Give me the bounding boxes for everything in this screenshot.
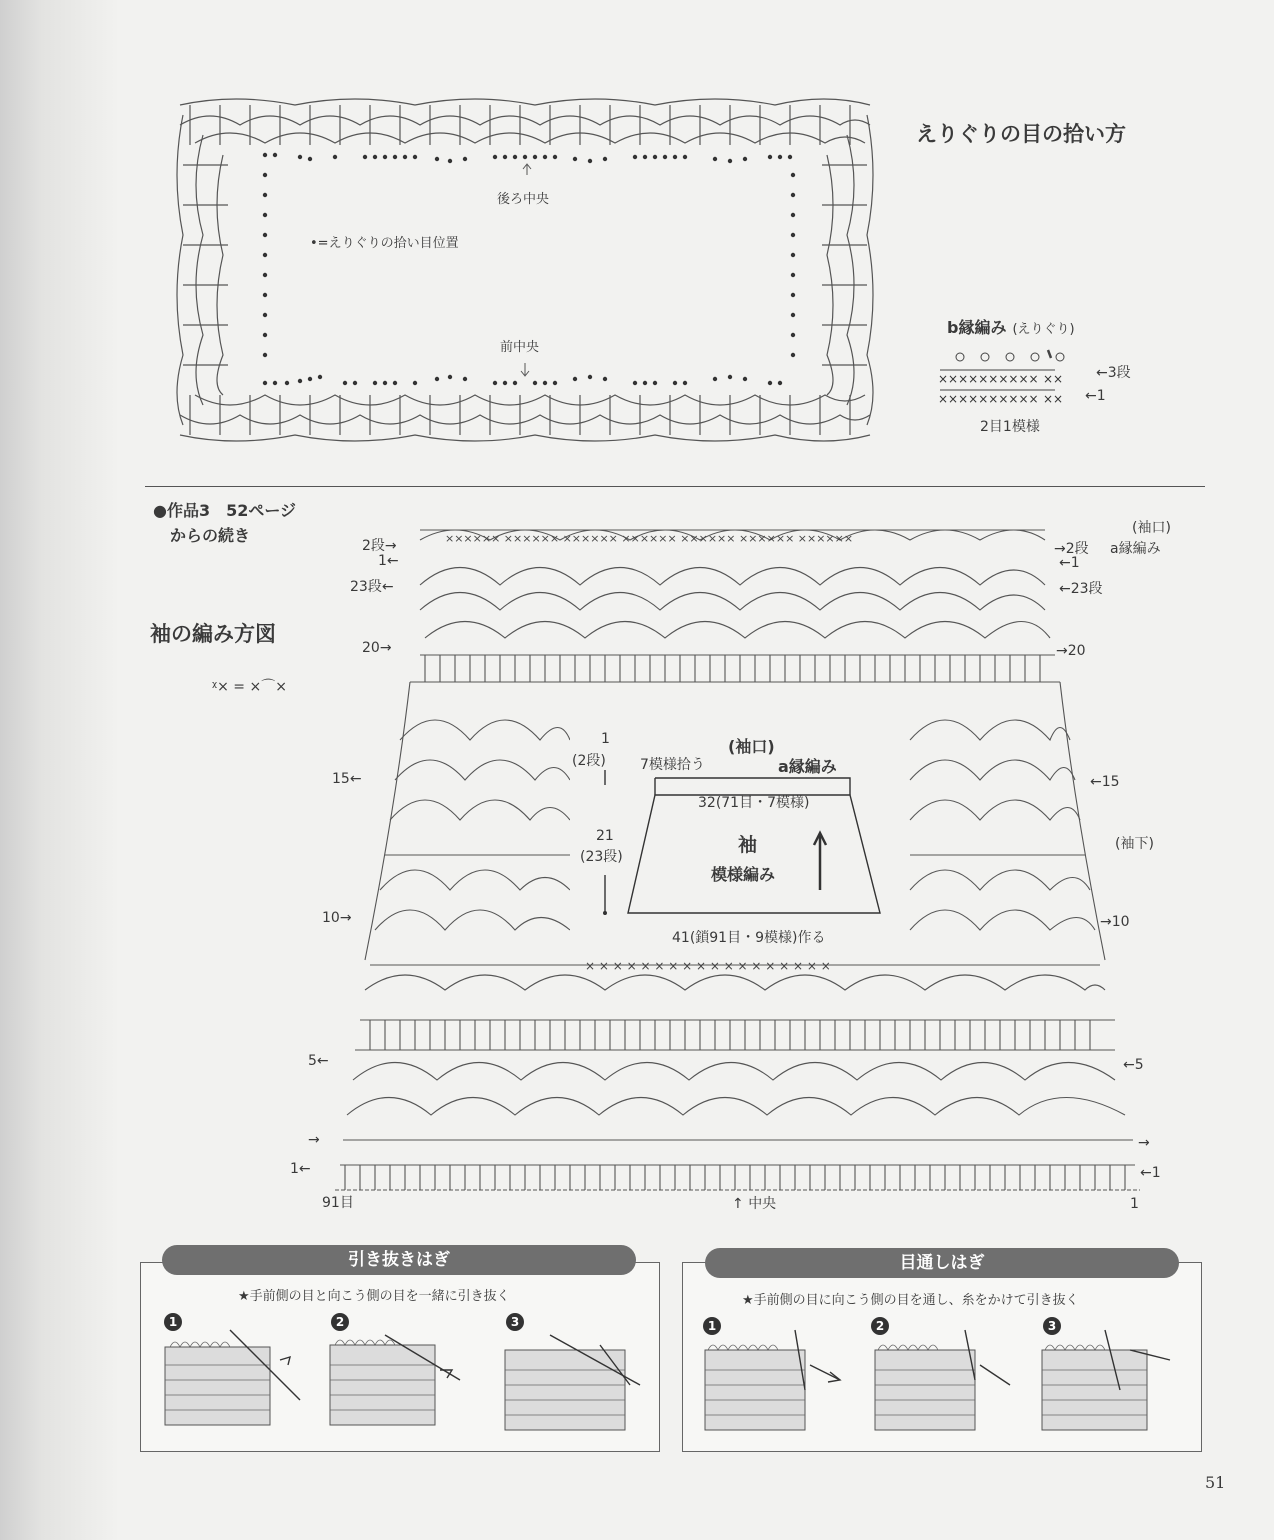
right-row-23: ←23段 <box>1059 581 1103 597</box>
svg-text:××××××××××: ×××××××××× <box>938 372 1039 386</box>
schematic-edging-label: a縁編み <box>778 757 837 776</box>
b-edging-row3: ←3段 <box>1096 365 1131 381</box>
bottom-stitch-count: 91目 <box>322 1195 354 1211</box>
b-edging-row1: ←1 <box>1085 388 1106 404</box>
right-row-arrow <box>1138 1135 1150 1151</box>
step-1-icon: 1 <box>703 1317 721 1335</box>
stitch-symbol-legend: ᵡ× = ×⌒× <box>212 679 287 695</box>
svg-text:××: ×× <box>1043 372 1064 386</box>
technique-left-instruction: ★手前側の目と向こう側の目を一緒に引き抜く <box>238 1289 510 1304</box>
schematic-edge-rows-paren: (2段) <box>572 753 606 769</box>
b-edging-repeat: 2目1模様 <box>980 419 1040 435</box>
section-divider <box>145 486 1205 487</box>
schematic-top-width: 32(71目・7模様) <box>698 795 810 811</box>
arrow-icon: ← <box>349 771 362 787</box>
arrow-icon: ← <box>1059 555 1071 571</box>
arrow-icon: ← <box>1059 581 1071 597</box>
arrow-icon: → <box>308 1132 320 1148</box>
schematic-edge-rows: 1 <box>601 731 610 747</box>
right-row-20: →20 <box>1056 643 1086 659</box>
svg-text:×××××× ×××××× ×××××× ××××××: ×××××× ×××××× ×××××× ×××××× ×××××× ×××××× ×××××× <box>445 532 854 545</box>
b-edging-diagram <box>938 350 1098 410</box>
schematic-pattern: 模様編み <box>711 865 776 884</box>
schematic-height: 21 <box>596 828 614 844</box>
left-row-15: 15← <box>332 771 362 787</box>
arrow-icon: → <box>1100 914 1112 930</box>
continuation-note-line2: からの続き <box>170 526 251 545</box>
bullet-icon: ● <box>153 501 167 520</box>
front-center-label: 前中央 <box>500 340 540 355</box>
left-row-2: 2段→ <box>362 538 397 554</box>
left-row-5: 5← <box>308 1053 329 1069</box>
sleeve-chart-title: 袖の編み方図 <box>150 622 276 646</box>
schematic-sleeve-name: 袖 <box>738 834 758 856</box>
back-center-label: 後ろ中央 <box>497 192 550 207</box>
b-edging-title: b縁編み (えりぐり) <box>947 318 1075 337</box>
pickup-dot-icon: • <box>310 236 318 251</box>
arrow-icon: → <box>1138 1135 1150 1151</box>
arrow-icon: ← <box>298 1161 311 1177</box>
schematic-pickup: 7模様拾う <box>640 757 705 773</box>
arrow-icon: → <box>379 640 392 656</box>
left-row-1b: 1← <box>290 1161 311 1177</box>
page-number: 51 <box>1205 1473 1226 1492</box>
left-row-1a: 1← <box>378 553 399 569</box>
left-row-20: 20→ <box>362 640 392 656</box>
technique-right-instruction: ★手前側の目に向こう側の目を通し、糸をかけて引き抜く <box>742 1293 1079 1308</box>
cuff-label: (袖口) <box>1132 520 1171 536</box>
arrow-icon: → <box>384 538 397 554</box>
arrow-icon: ← <box>381 579 394 595</box>
step-2-icon: 2 <box>871 1317 889 1335</box>
neckline-crochet-chart <box>175 95 875 455</box>
arrow-icon: ← <box>1140 1165 1152 1181</box>
arrow-icon: → <box>1054 541 1066 557</box>
arrow-up-icon: ↑ <box>732 1196 744 1212</box>
cuff-edging-label: a縁編み <box>1110 541 1161 557</box>
schematic-bottom-width: 41(鎖91目・9模様)作る <box>672 930 826 946</box>
bottom-first-stitch: 1 <box>1130 1196 1139 1212</box>
step-3-icon: 3 <box>1043 1317 1061 1335</box>
step-2-icon: 2 <box>331 1313 349 1331</box>
right-row-1a: ←1 <box>1059 555 1080 571</box>
arrow-icon: ← <box>1090 774 1102 790</box>
right-row-2: →2段 <box>1054 541 1089 557</box>
schematic-height-rows: (23段) <box>580 849 623 865</box>
arrow-icon: ← <box>386 553 399 569</box>
sc-picot-icon: ×⌒× <box>249 679 287 695</box>
step-3-icon: 3 <box>506 1313 524 1331</box>
underarm-label: (袖下) <box>1115 836 1154 852</box>
right-row-1b: ←1 <box>1140 1165 1161 1181</box>
svg-text:× × × × × × × × × × ×: × × × × × × × × × × × × × × × × × × <box>585 959 831 973</box>
technique-left-title: 引き抜きはぎ <box>162 1245 636 1275</box>
right-row-10: →10 <box>1100 914 1130 930</box>
technique-right-title: 目通しはぎ <box>705 1248 1179 1278</box>
page-gutter-shadow <box>0 0 120 1540</box>
technique-left-illustrations <box>160 1325 660 1435</box>
technique-right-illustrations <box>700 1330 1200 1440</box>
left-row-10: 10→ <box>322 910 352 926</box>
continuation-note: ●作品3 52ページ <box>153 501 297 520</box>
svg-text:××××××××××: ×××××××××× <box>938 392 1039 406</box>
right-row-5: ←5 <box>1123 1057 1144 1073</box>
arrow-icon: → <box>339 910 352 926</box>
pickup-legend: •=えりぐりの拾い目位置 <box>310 236 459 251</box>
arrow-icon: ← <box>1123 1057 1135 1073</box>
sc-increase-icon: ᵡ× <box>212 679 229 695</box>
svg-text:××: ×× <box>1043 392 1064 406</box>
right-row-15: ←15 <box>1090 774 1120 790</box>
schematic-cuff-label: (袖口) <box>728 737 775 756</box>
bottom-center: ↑ 中央 <box>732 1196 777 1212</box>
left-row-23: 23段← <box>350 579 394 595</box>
neckline-pickup-title: えりぐりの目の拾い方 <box>916 122 1126 146</box>
arrow-icon: ← <box>316 1053 329 1069</box>
left-row-arrow <box>308 1132 320 1148</box>
step-1-icon: 1 <box>164 1313 182 1331</box>
arrow-icon: → <box>1056 643 1068 659</box>
